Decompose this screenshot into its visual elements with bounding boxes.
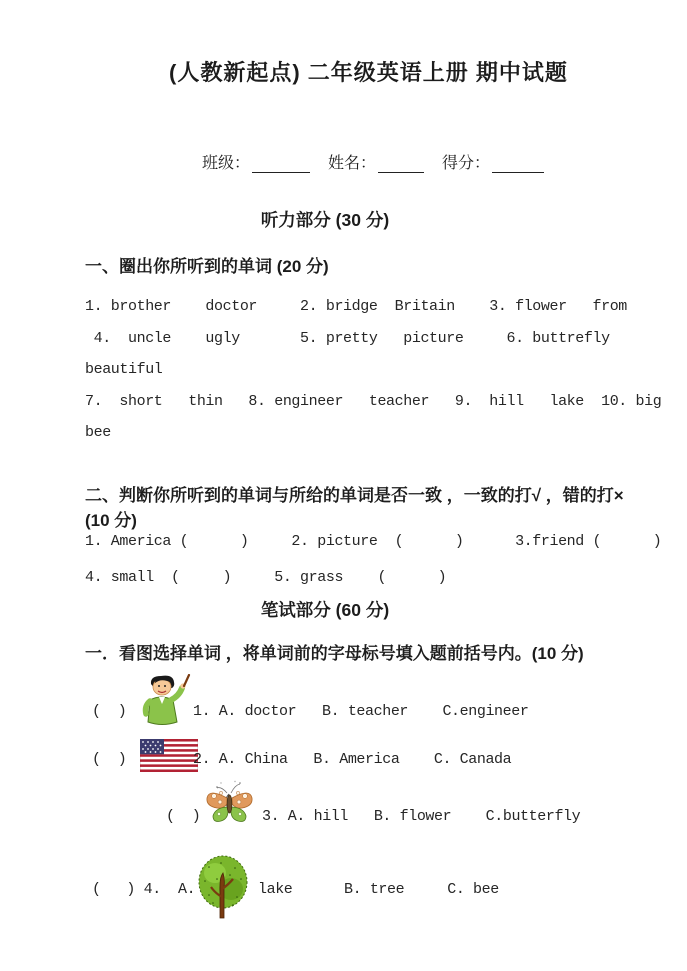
- listening-section1-heading: 一、圈出你所听到的单词 (20 分): [85, 257, 329, 276]
- written-section1-heading: 一．看图选择单词 ，将单词前的字母标号填入题前括号内。(10 分): [85, 644, 584, 663]
- score-label: 得分：: [442, 155, 491, 172]
- q4-answer-prefix: ( ) 4. A.: [92, 881, 196, 898]
- word-line: beautiful: [85, 361, 163, 378]
- class-label: 班级：: [201, 155, 250, 172]
- q3-options-text: 3. A. hill B. flower C.butterfly: [262, 808, 581, 825]
- class-blank: [252, 154, 310, 173]
- teacher-image: [137, 674, 197, 728]
- page-title: (人教新起点) 二年级英语上册 期中试题: [169, 60, 568, 85]
- us-flag-image: [140, 739, 198, 772]
- class-field: [202, 150, 310, 173]
- word-line: 1. brother doctor 2. bridge Britain 3. flower from: [85, 298, 627, 315]
- word-line: 4. uncle ugly 5. pretty picture 6. buttrefly: [85, 329, 610, 347]
- word-line: 4. small ( ) 5. grass ( ): [85, 569, 447, 586]
- header-fields: [85, 150, 661, 173]
- name-field: [328, 150, 424, 173]
- score-field: [442, 150, 544, 173]
- q4-options-text: lake B. tree C. bee: [258, 881, 499, 898]
- listening-section2-words: [85, 524, 661, 596]
- tree-image: [197, 855, 250, 919]
- listening-part-heading: 听力部分 (30 分): [260, 210, 390, 230]
- score-blank: [492, 154, 544, 173]
- listening-section1-words: [85, 291, 661, 449]
- name-label: 姓名：: [327, 155, 376, 172]
- q3-answer-bracket: ( ): [166, 808, 201, 825]
- q1-options-text: 1. A. doctor B. teacher C.engineer: [193, 703, 529, 720]
- word-line: 1. America ( ) 2. picture ( ) 3.friend ( ): [85, 533, 662, 550]
- word-line: 7. short thin 8. engineer teacher 9. hill lake 10. big: [85, 392, 662, 410]
- q1-answer-bracket: ( ): [92, 703, 127, 720]
- name-blank: [378, 154, 424, 173]
- butterfly-image: [205, 780, 255, 826]
- written-part-heading: 笔试部分 (60 分): [260, 600, 390, 620]
- word-line: bee: [85, 424, 111, 441]
- q2-answer-bracket: ( ): [92, 751, 127, 768]
- q2-options-text: 2. A. China B. America C. Canada: [193, 751, 512, 768]
- listening-section2-heading: 二、判断你所听到的单词与所给的单词是否一致 ，一致的打√ ，错的打× (10 分): [85, 486, 624, 530]
